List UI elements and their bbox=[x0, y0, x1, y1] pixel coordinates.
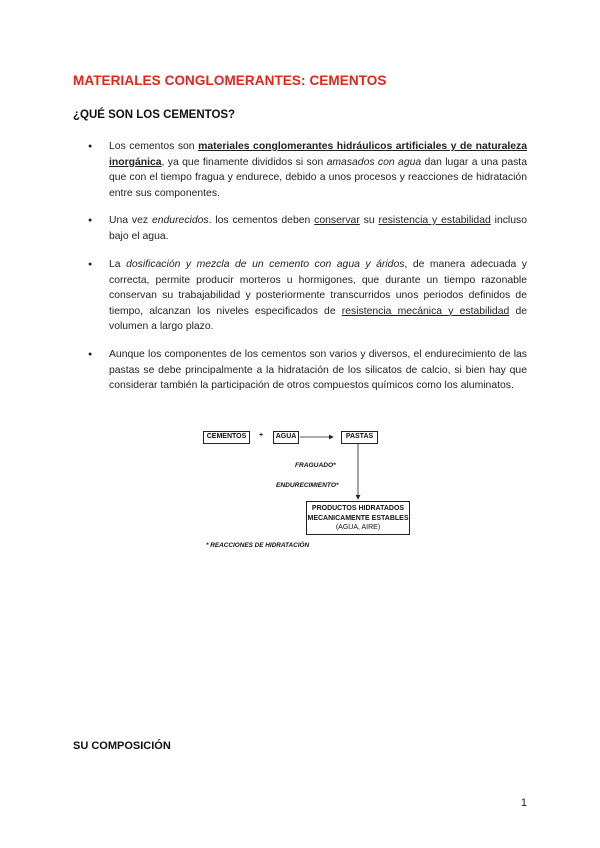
diagram-label-fraguado: FRAGUADO* bbox=[295, 462, 336, 469]
text-italic: endurecidos bbox=[151, 215, 209, 226]
text: dan lugar a una pasta que con el tiempo fragua y endurece, debido a unos procesos y reacciones de hidratación entre sus componentes. bbox=[109, 156, 527, 199]
diagram-box-agua: AGUA bbox=[273, 431, 299, 444]
diagram-box-productos bbox=[306, 501, 410, 535]
text: Una vez bbox=[109, 215, 152, 226]
diagram-plus: + bbox=[259, 432, 264, 439]
diagram-footnote: * REACCIONES DE HIDRATACIÓN bbox=[206, 542, 310, 549]
diagram-label-endurecimiento: ENDURECIMIENTO* bbox=[276, 482, 339, 489]
text: incluso bajo el agua. bbox=[109, 215, 527, 242]
diagram-box-cementos: CEMENTOS bbox=[203, 431, 250, 444]
text: Aunque los componentes de los cementos son varios y diversos, el endurecimiento de las pastas se debe principalmente a la hidratación de los silicatos de calcio, si bien hay que considerar también la participación de otros compuestos químicos como los aluminatos. bbox=[109, 349, 527, 392]
text: , ya que finamente divididos si son bbox=[161, 156, 327, 168]
section-heading-que-son: ¿QUÉ SON LOS CEMENTOS? bbox=[73, 109, 236, 121]
text-underline: conservar bbox=[314, 215, 360, 226]
productos-line-3: (AGUA, AIRE) bbox=[335, 524, 381, 531]
text-underline: resistencia y estabilidad bbox=[378, 215, 491, 226]
page-title: MATERIALES CONGLOMERANTES: CEMENTOS bbox=[73, 73, 387, 88]
section-heading-composicion: SU COMPOSICIÓN bbox=[73, 740, 171, 752]
text-underline: resistencia mecánica y estabilidad bbox=[341, 305, 510, 317]
productos-line-2: MECANICAMENTE ESTABLES bbox=[307, 514, 409, 522]
text: Los cementos son bbox=[109, 141, 199, 152]
text-italic: amasados con agua bbox=[326, 156, 422, 168]
diagram-box-pastas: PASTAS bbox=[341, 431, 378, 444]
text: La bbox=[109, 259, 127, 270]
text: de volumen a largo plazo. bbox=[109, 305, 527, 333]
text-emphasis: materiales conglomerantes hidráulicos artificiales y de naturaleza inorgánica bbox=[109, 141, 528, 168]
text: , de manera adecuada y correcta, permite producir morteros u hormigones, que durante un tiempo razonable conservan su trabajabilidad y posteriormente transcurridos unos periodos definidos de tiempo, alcanzan los niveles especificados de bbox=[109, 259, 527, 317]
page-number: 1 bbox=[520, 797, 527, 809]
text: su bbox=[359, 215, 379, 226]
text-italic: dosificación y mezcla de un cemento con agua y áridos bbox=[126, 259, 405, 270]
text: . los cementos deben bbox=[208, 215, 315, 226]
productos-line-1: PRODUCTOS HIDRATADOS bbox=[311, 505, 405, 512]
